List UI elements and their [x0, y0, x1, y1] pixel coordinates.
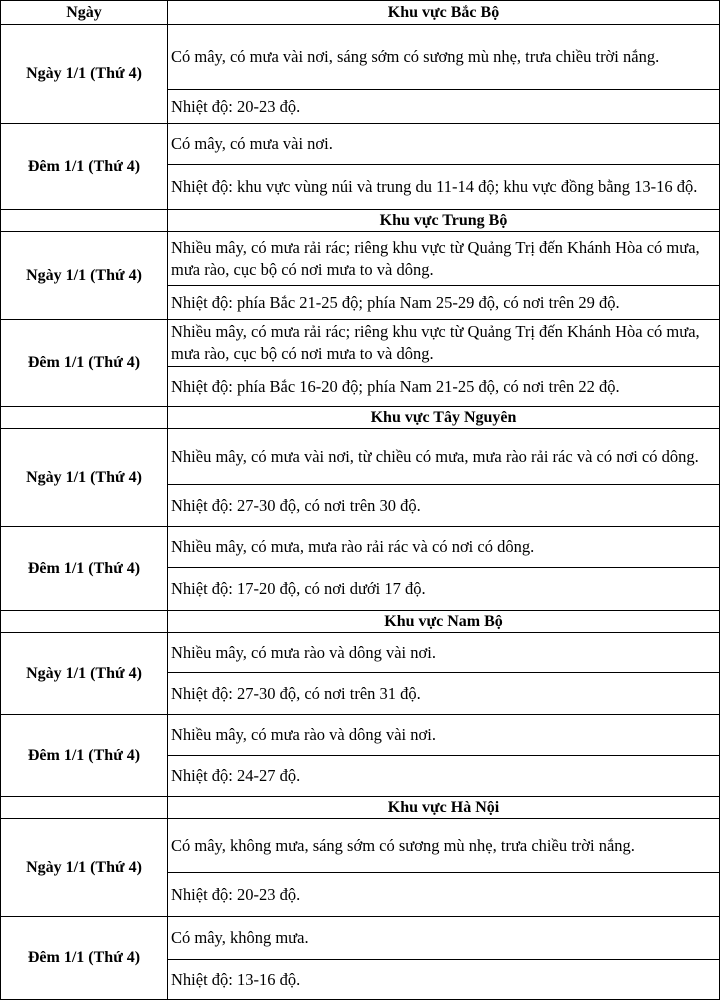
- header-day: Ngày: [1, 1, 168, 25]
- forecast-row: [1, 232, 720, 286]
- weather-description: Nhiều mây, có mưa rải rác; riêng khu vực từ Quảng Trị đến Khánh Hòa có mưa, mưa rào, cục bộ có nơi mưa to và dông.: [168, 232, 720, 286]
- period-label: Ngày 1/1 (Thứ 4): [1, 429, 168, 527]
- temperature-text: Nhiệt độ: phía Bắc 16-20 độ; phía Nam 21-25 độ, có nơi trên 22 độ.: [168, 367, 720, 407]
- weather-description: Có mây, có mưa vài nơi, sáng sớm có sương mù nhẹ, trưa chiều trời nắng.: [168, 25, 720, 90]
- period-label: Đêm 1/1 (Thứ 4): [1, 320, 168, 407]
- forecast-row: [1, 527, 720, 568]
- region-row: [1, 407, 720, 429]
- weather-description: Nhiều mây, có mưa, mưa rào rải rác và có nơi có dông.: [168, 527, 720, 568]
- period-label: Đêm 1/1 (Thứ 4): [1, 527, 168, 611]
- forecast-row: [1, 320, 720, 367]
- temperature-text: Nhiệt độ: 27-30 độ, có nơi trên 30 độ.: [168, 485, 720, 527]
- period-label: Ngày 1/1 (Thứ 4): [1, 25, 168, 124]
- temperature-text: Nhiệt độ: 20-23 độ.: [168, 90, 720, 124]
- temperature-text: Nhiệt độ: 24-27 độ.: [168, 756, 720, 797]
- region-empty-cell: [1, 797, 168, 819]
- temperature-text: Nhiệt độ: 13-16 độ.: [168, 960, 720, 1000]
- region-row: [1, 797, 720, 819]
- period-label: Ngày 1/1 (Thứ 4): [1, 819, 168, 917]
- region-empty-cell: [1, 210, 168, 232]
- region-empty-cell: [1, 407, 168, 429]
- header-region: Khu vực Bắc Bộ: [168, 1, 720, 25]
- region-row: [1, 611, 720, 633]
- period-label: Ngày 1/1 (Thứ 4): [1, 232, 168, 320]
- weather-description: Có mây, có mưa vài nơi.: [168, 124, 720, 165]
- temperature-text: Nhiệt độ: 17-20 độ, có nơi dưới 17 độ.: [168, 568, 720, 611]
- forecast-row: [1, 917, 720, 960]
- region-heading: Khu vực Tây Nguyên: [168, 407, 720, 429]
- forecast-row: [1, 429, 720, 485]
- period-label: Đêm 1/1 (Thứ 4): [1, 124, 168, 210]
- region-empty-cell: [1, 611, 168, 633]
- period-label: Ngày 1/1 (Thứ 4): [1, 633, 168, 715]
- weather-description: Có mây, không mưa.: [168, 917, 720, 960]
- weather-description: Nhiều mây, có mưa rào và dông vài nơi.: [168, 715, 720, 756]
- forecast-row: [1, 633, 720, 673]
- weather-description: Có mây, không mưa, sáng sớm có sương mù nhẹ, trưa chiều trời nắng.: [168, 819, 720, 873]
- region-heading: Khu vực Hà Nội: [168, 797, 720, 819]
- weather-description: Nhiều mây, có mưa vài nơi, từ chiều có mưa, mưa rào rải rác và có nơi có dông.: [168, 429, 720, 485]
- region-row: [1, 210, 720, 232]
- temperature-text: Nhiệt độ: phía Bắc 21-25 độ; phía Nam 25-29 độ, có nơi trên 29 độ.: [168, 286, 720, 320]
- weather-description: Nhiều mây, có mưa rải rác; riêng khu vực từ Quảng Trị đến Khánh Hòa có mưa, mưa rào, cục bộ có nơi mưa to và dông.: [168, 320, 720, 367]
- forecast-row: [1, 25, 720, 90]
- period-label: Đêm 1/1 (Thứ 4): [1, 917, 168, 1000]
- forecast-row: [1, 819, 720, 873]
- region-heading: Khu vực Trung Bộ: [168, 210, 720, 232]
- forecast-body: [1, 25, 720, 1000]
- temperature-text: Nhiệt độ: 27-30 độ, có nơi trên 31 độ.: [168, 673, 720, 715]
- period-label: Đêm 1/1 (Thứ 4): [1, 715, 168, 797]
- weather-description: Nhiều mây, có mưa rào và dông vài nơi.: [168, 633, 720, 673]
- temperature-text: Nhiệt độ: 20-23 độ.: [168, 873, 720, 917]
- region-heading: Khu vực Nam Bộ: [168, 611, 720, 633]
- header-row: [1, 1, 720, 25]
- temperature-text: Nhiệt độ: khu vực vùng núi và trung du 11-14 độ; khu vực đồng bằng 13-16 độ.: [168, 165, 720, 210]
- forecast-row: [1, 715, 720, 756]
- forecast-row: [1, 124, 720, 165]
